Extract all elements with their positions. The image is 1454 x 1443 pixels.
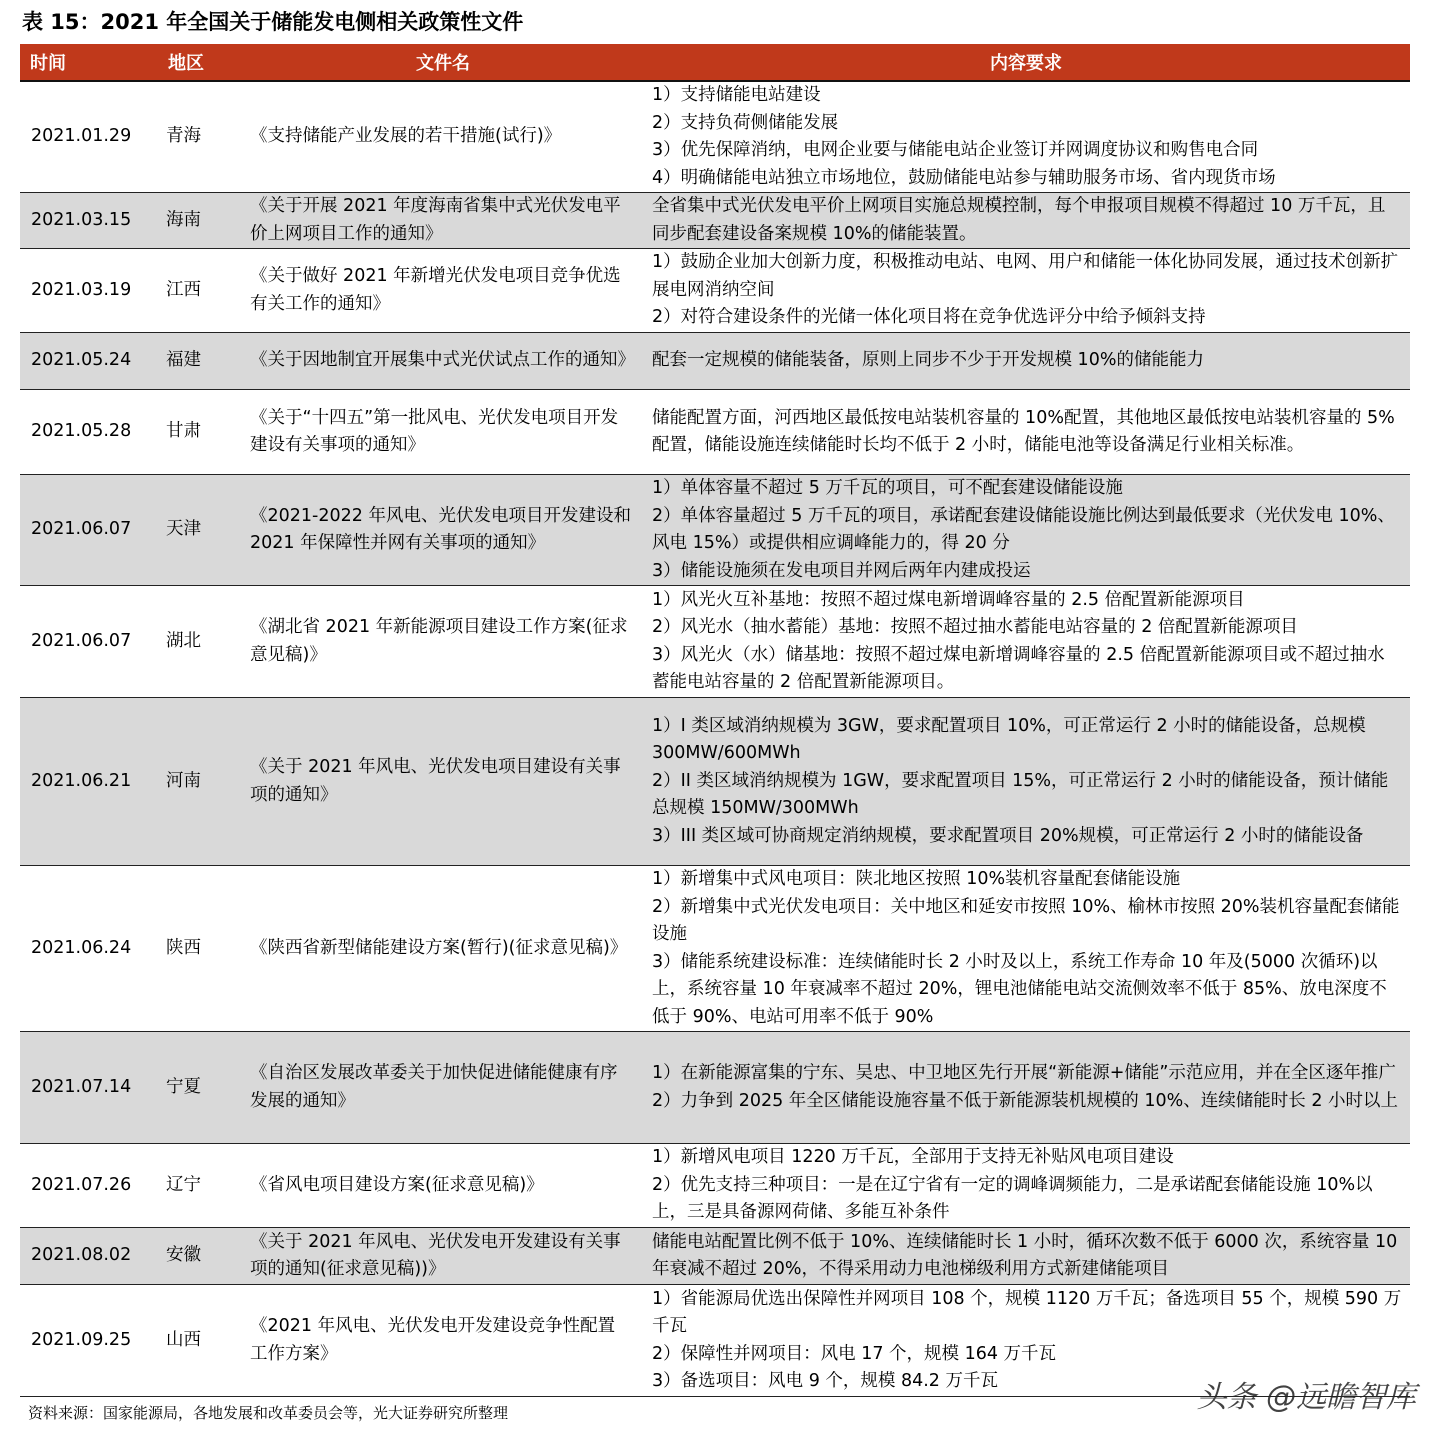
content-line: 1）支持储能电站建设 bbox=[652, 85, 821, 105]
cell-content bbox=[642, 1032, 1410, 1144]
cell-file: 《关于 2021 年风电、光伏发电项目建设有关事项的通知》 bbox=[244, 698, 642, 866]
cell-region: 湖北 bbox=[158, 586, 244, 698]
cell-region: 甘肃 bbox=[158, 390, 244, 475]
cell-file: 《陕西省新型储能建设方案(暂行)(征求意见稿)》 bbox=[244, 866, 642, 1032]
cell-content bbox=[642, 1228, 1410, 1285]
table-row bbox=[20, 1144, 1410, 1228]
cell-region: 青海 bbox=[158, 81, 244, 193]
table-row bbox=[20, 193, 1410, 249]
header-file: 文件名 bbox=[244, 44, 642, 81]
content-line: 1）新增风电项目 1220 万千瓦，全部用于支持无补贴风电项目建设 bbox=[652, 1147, 1174, 1168]
header-time: 时间 bbox=[20, 44, 158, 81]
cell-file: 《2021 年风电、光伏发电开发建设竞争性配置工作方案》 bbox=[244, 1285, 642, 1397]
cell-file: 《关于 2021 年风电、光伏发电开发建设有关事项的通知(征求意见稿))》 bbox=[244, 1228, 642, 1285]
cell-region: 天津 bbox=[158, 475, 244, 586]
cell-region: 河南 bbox=[158, 698, 244, 866]
content-line: 1）鼓励企业加大创新力度，积极推动电站、电网、用户和储能一体化协同发展，通过技术创新扩展电网消纳空间 bbox=[652, 252, 1399, 300]
cell-time: 2021.09.25 bbox=[20, 1285, 158, 1397]
table-row bbox=[20, 81, 1410, 193]
content-line: 2）支持负荷侧储能发展 bbox=[652, 112, 839, 133]
cell-region: 安徽 bbox=[158, 1228, 244, 1285]
cell-content bbox=[642, 193, 1410, 249]
cell-region: 海南 bbox=[158, 193, 244, 249]
content-line: 配套一定规模的储能装备，原则上同步不少于开发规模 10%的储能能力 bbox=[652, 350, 1204, 371]
cell-file: 《关于“十四五”第一批风电、光伏发电项目开发建设有关事项的通知》 bbox=[244, 390, 642, 475]
content-line: 1）在新能源富集的宁东、吴忠、中卫地区先行开展“新能源+储能”示范应用，并在全区逐年推广 bbox=[652, 1063, 1396, 1083]
content-line: 2）力争到 2025 年全区储能设施容量不低于新能源装机规模的 10%、连续储能时长 2 小时以上 bbox=[652, 1090, 1399, 1111]
content-line: 3）备选项目：风电 9 个，规模 84.2 万千瓦 bbox=[652, 1371, 998, 1391]
table-title: 表 15：2021 年全国关于储能发电侧相关政策性文件 bbox=[22, 10, 524, 34]
cell-time: 2021.03.15 bbox=[20, 193, 158, 249]
cell-file: 《自治区发展改革委关于加快促进储能健康有序发展的通知》 bbox=[244, 1032, 642, 1144]
cell-time: 2021.06.21 bbox=[20, 698, 158, 866]
cell-content bbox=[642, 475, 1410, 586]
content-line: 2）II 类区域消纳规模为 1GW，要求配置项目 15%，可正常运行 2 小时的储能设备，预计储能总规模 150MW/300MWh bbox=[652, 770, 1389, 819]
content-line: 1）I 类区域消纳规模为 3GW，要求配置项目 10%，可正常运行 2 小时的储能设备，总规模 300MW/600MWh bbox=[652, 715, 1366, 764]
table-row bbox=[20, 586, 1410, 698]
cell-file: 《省风电项目建设方案(征求意见稿)》 bbox=[244, 1144, 642, 1228]
cell-time: 2021.06.07 bbox=[20, 475, 158, 586]
cell-time: 2021.05.28 bbox=[20, 390, 158, 475]
cell-file: 《关于因地制宜开展集中式光伏试点工作的通知》 bbox=[244, 333, 642, 390]
content-line: 2）单体容量超过 5 万千瓦的项目，承诺配套建设储能设施比例达到最低要求（光伏发电 10%、风电 15%）或提供相应调峰能力的，得 20 分 bbox=[652, 505, 1395, 553]
cell-content bbox=[642, 1144, 1410, 1228]
table-row bbox=[20, 390, 1410, 475]
content-line: 1）单体容量不超过 5 万千瓦的项目，可不配套建设储能设施 bbox=[652, 478, 1123, 498]
cell-region: 江西 bbox=[158, 249, 244, 333]
content-line: 3）优先保障消纳，电网企业要与储能电站企业签订并网调度协议和购售电合同 bbox=[652, 140, 1259, 160]
cell-file: 《关于做好 2021 年新增光伏发电项目竞争优选有关工作的通知》 bbox=[244, 249, 642, 333]
cell-file: 《2021-2022 年风电、光伏发电项目开发建设和 2021 年保障性并网有关事项的通知》 bbox=[244, 475, 642, 586]
cell-content bbox=[642, 866, 1410, 1032]
content-line: 3）III 类区域可协商规定消纳规模，要求配置项目 20%规模，可正常运行 2 小时的储能设备 bbox=[652, 825, 1364, 846]
content-line: 4）明确储能电站独立市场地位，鼓励储能电站参与辅助服务市场、省内现货市场 bbox=[652, 167, 1276, 188]
cell-region: 宁夏 bbox=[158, 1032, 244, 1144]
cell-time: 2021.07.26 bbox=[20, 1144, 158, 1228]
table-row bbox=[20, 1032, 1410, 1144]
cell-content bbox=[642, 249, 1410, 333]
content-line: 2）新增集中式光伏发电项目：关中地区和延安市按照 10%、榆林市按照 20%装机容量配套储能设施 bbox=[652, 896, 1400, 944]
table-row bbox=[20, 866, 1410, 1032]
cell-file: 《关于开展 2021 年度海南省集中式光伏发电平价上网项目工作的通知》 bbox=[244, 193, 642, 249]
cell-time: 2021.03.19 bbox=[20, 249, 158, 333]
policy-table-container bbox=[20, 44, 1410, 1397]
table-header-row bbox=[20, 44, 1410, 81]
header-region: 地区 bbox=[158, 44, 244, 81]
cell-time: 2021.01.29 bbox=[20, 81, 158, 193]
policy-table bbox=[20, 44, 1410, 1397]
cell-content bbox=[642, 81, 1410, 193]
content-line: 1）新增集中式风电项目：陕北地区按照 10%装机容量配套储能设施 bbox=[652, 869, 1181, 889]
cell-time: 2021.08.02 bbox=[20, 1228, 158, 1285]
header-content: 内容要求 bbox=[642, 44, 1410, 81]
content-line: 3）储能设施须在发电项目并网后两年内建成投运 bbox=[652, 560, 1031, 581]
content-line: 1）风光火互补基地：按照不超过煤电新增调峰容量的 2.5 倍配置新能源项目 bbox=[652, 589, 1245, 610]
content-line: 全省集中式光伏发电平价上网项目实施总规模控制，每个申报项目规模不得超过 10 万千瓦，且同步配套建设备案规模 10%的储能装置。 bbox=[652, 196, 1386, 244]
table-row bbox=[20, 249, 1410, 333]
table-row bbox=[20, 698, 1410, 866]
cell-content bbox=[642, 333, 1410, 390]
content-line: 2）保障性并网项目：风电 17 个，规模 164 万千瓦 bbox=[652, 1343, 1057, 1364]
content-line: 2）优先支持三种项目：一是在辽宁省有一定的调峰调频能力，二是承诺配套储能设施 10%以上，三是具备源网荷储、多能互补条件 bbox=[652, 1174, 1373, 1223]
cell-file: 《湖北省 2021 年新能源项目建设工作方案(征求意见稿)》 bbox=[244, 586, 642, 698]
cell-content bbox=[642, 698, 1410, 866]
content-line: 储能电站配置比例不低于 10%、连续储能时长 1 小时，循环次数不低于 6000 次，系统容量 10 年衰减不超过 20%，不得采用动力电池梯级利用方式新建储能项目 bbox=[652, 1231, 1398, 1279]
source-note: 资料来源：国家能源局，各地发展和改革委员会等，光大证券研究所整理 bbox=[28, 1404, 509, 1422]
cell-file: 《支持储能产业发展的若干措施(试行)》 bbox=[244, 81, 642, 193]
cell-time: 2021.07.14 bbox=[20, 1032, 158, 1144]
content-line: 2）风光水（抽水蓄能）基地：按照不超过抽水蓄能电站容量的 2 倍配置新能源项目 bbox=[652, 617, 1298, 637]
cell-region: 福建 bbox=[158, 333, 244, 390]
cell-content bbox=[642, 586, 1410, 698]
content-line: 3）风光火（水）储基地：按照不超过煤电新增调峰容量的 2.5 倍配置新能源项目或不超过抽水蓄能电站容量的 2 倍配置新能源项目。 bbox=[652, 644, 1385, 692]
cell-region: 山西 bbox=[158, 1285, 244, 1397]
cell-region: 辽宁 bbox=[158, 1144, 244, 1228]
content-line: 储能配置方面，河西地区最低按电站装机容量的 10%配置，其他地区最低按电站装机容量的 5%配置，储能设施连续储能时长均不低于 2 小时，储能电池等设备满足行业相关标准。 bbox=[652, 407, 1395, 455]
cell-time: 2021.06.24 bbox=[20, 866, 158, 1032]
cell-time: 2021.06.07 bbox=[20, 586, 158, 698]
content-line: 3）储能系统建设标准：连续储能时长 2 小时及以上，系统工作寿命 10 年及(5000 次循环)以上，系统容量 10 年衰减率不超过 20%，锂电池储能电站交流侧效率不低于 85%、放电深度不低于 90%、电站可用率不低于 90% bbox=[652, 951, 1387, 1027]
watermark: 头条 @远瞻智库 bbox=[1196, 1380, 1416, 1415]
table-row bbox=[20, 333, 1410, 390]
cell-time: 2021.05.24 bbox=[20, 333, 158, 390]
cell-region: 陕西 bbox=[158, 866, 244, 1032]
table-row bbox=[20, 475, 1410, 586]
content-line: 2）对符合建设条件的光储一体化项目将在竞争优选评分中给予倾斜支持 bbox=[652, 307, 1206, 328]
table-row bbox=[20, 1228, 1410, 1285]
cell-content bbox=[642, 390, 1410, 475]
content-line: 1）省能源局优选出保障性并网项目 108 个，规模 1120 万千瓦；备选项目 55 个，规模 590 万千瓦 bbox=[652, 1288, 1402, 1336]
